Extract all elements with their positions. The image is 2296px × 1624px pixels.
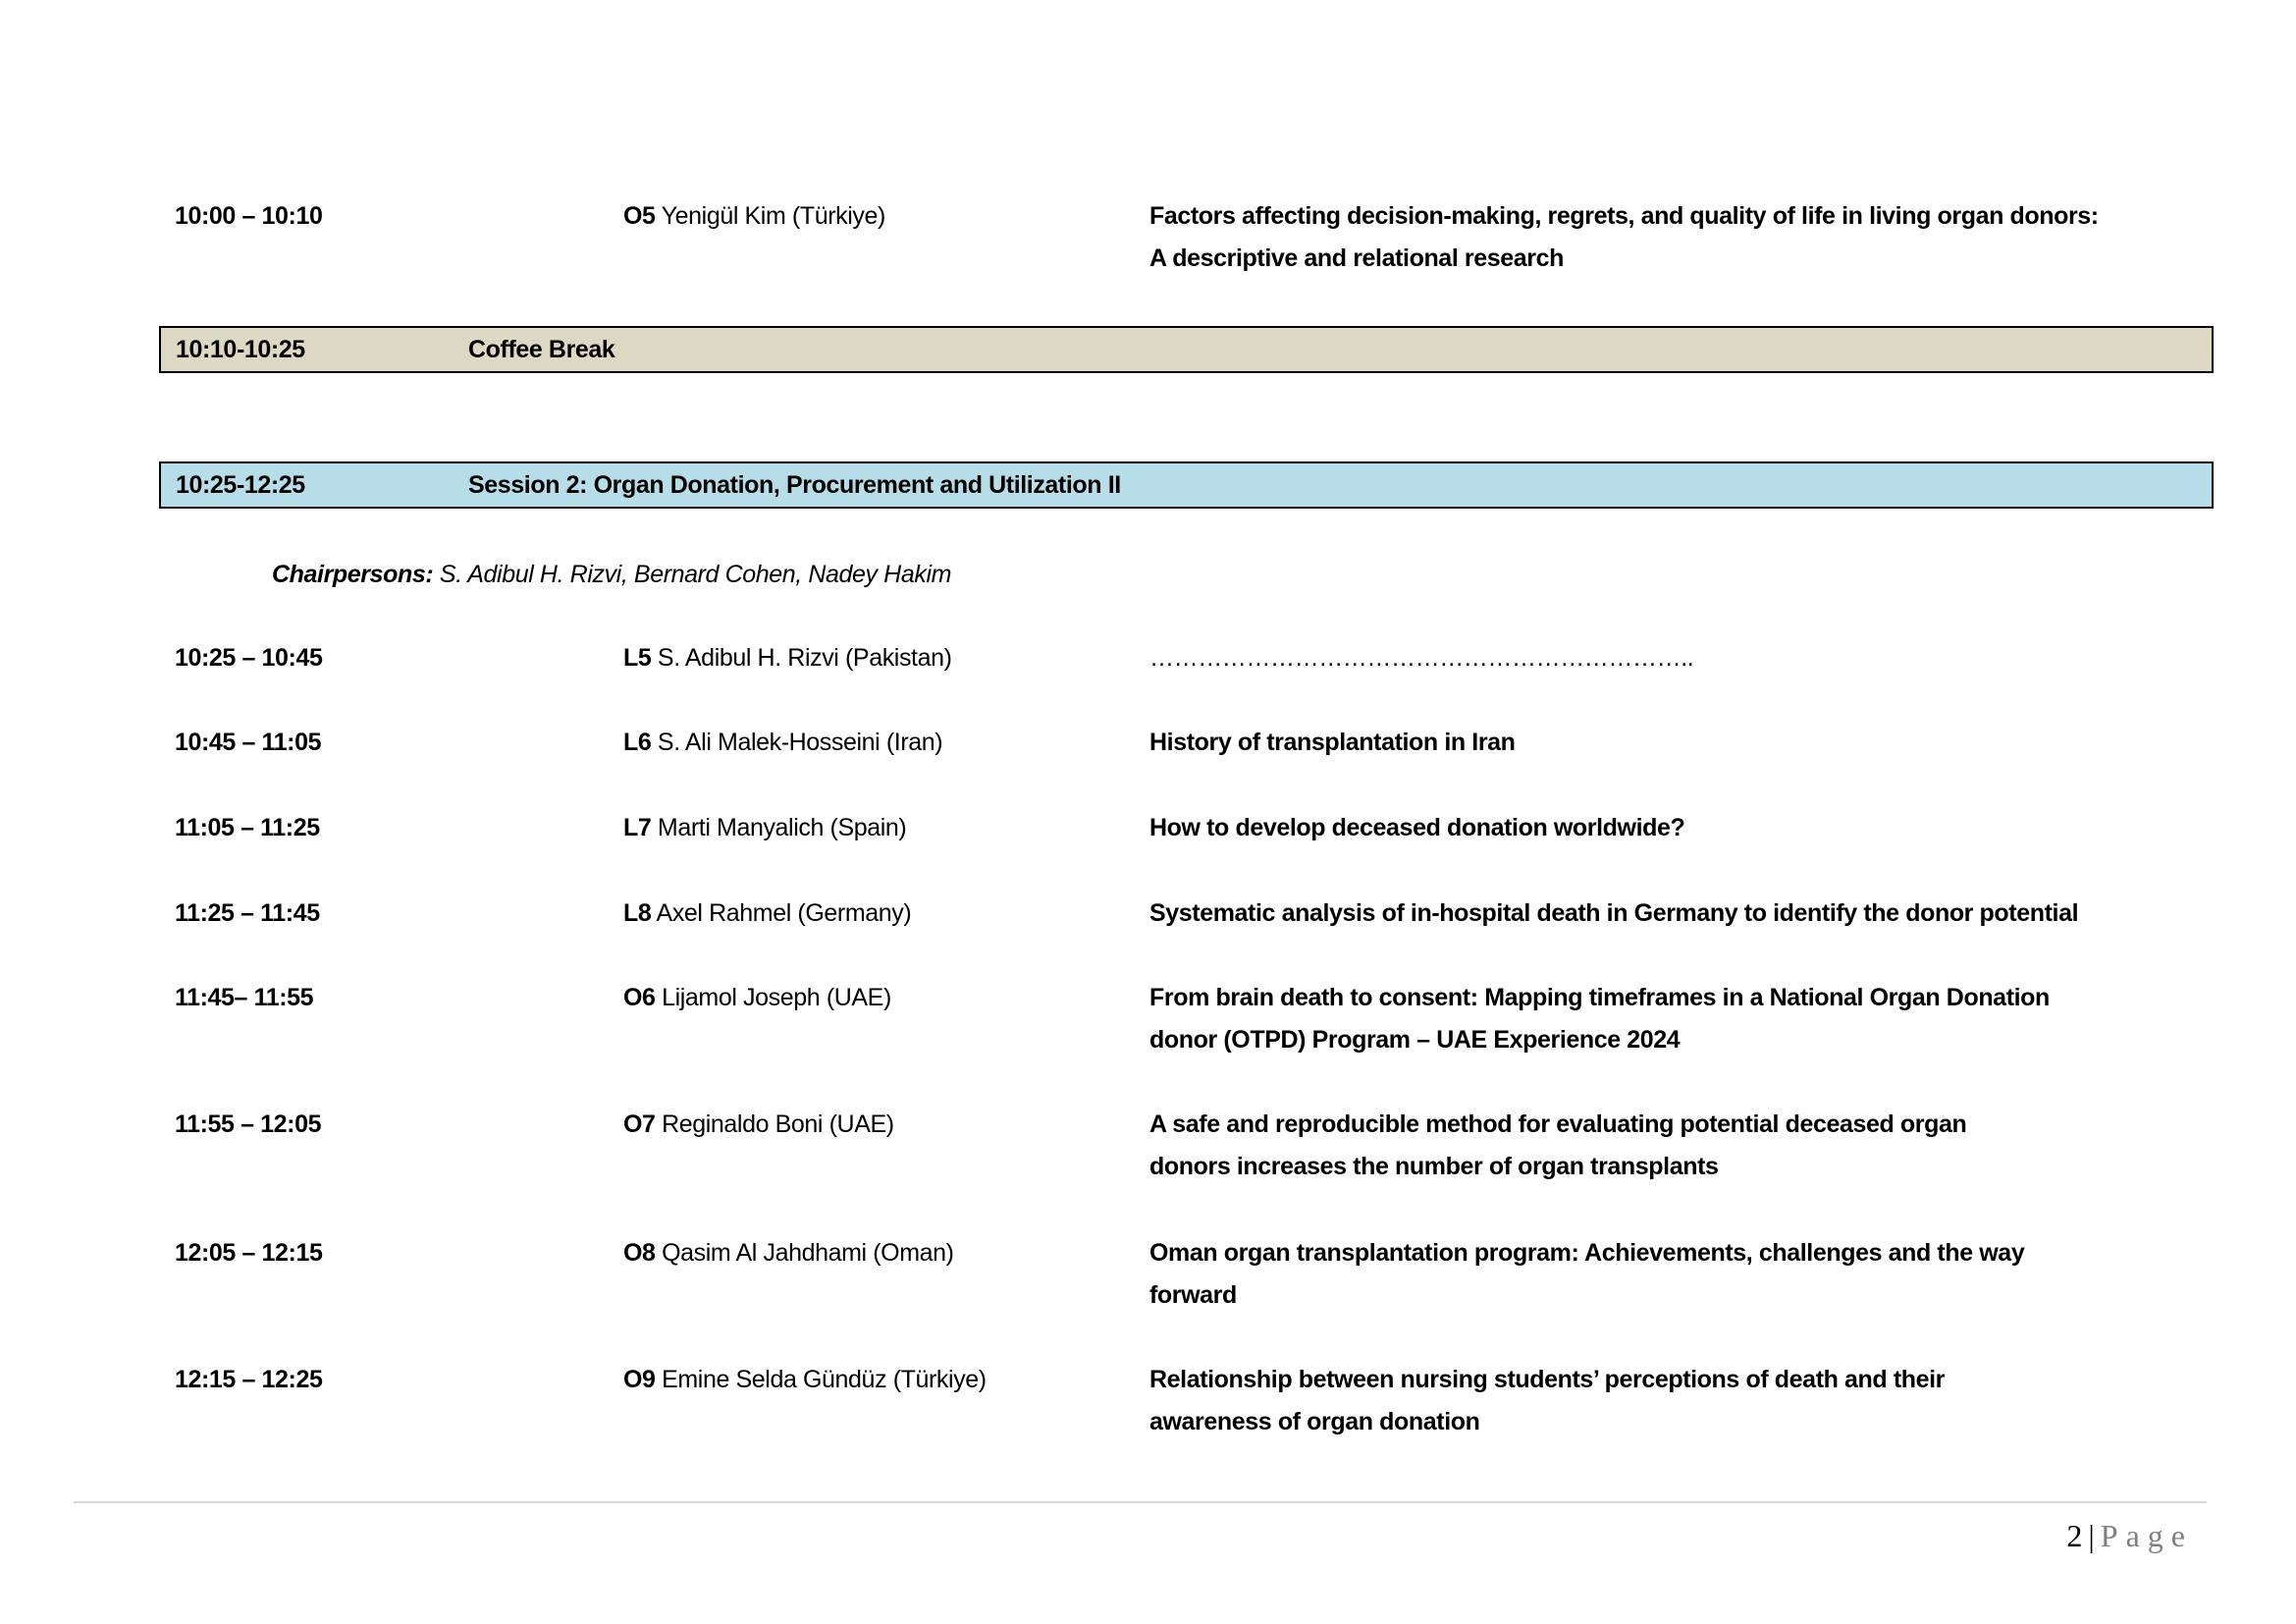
presentation-title-line: donor (OTPD) Program – UAE Experience 2024 <box>1149 1026 1681 1054</box>
row-speaker <box>623 1359 987 1401</box>
row-speaker <box>623 637 952 679</box>
presentation-title-line: How to develop deceased donation worldwide? <box>1149 814 1685 841</box>
row-time: 12:15 – 12:25 <box>175 1366 323 1393</box>
row-time: 10:25 – 10:45 <box>175 644 323 672</box>
presentation-title-line: Systematic analysis of in-hospital death in Germany to identify the donor potential <box>1149 899 2079 927</box>
presentation-code: L5 <box>623 644 652 672</box>
row-time: 11:55 – 12:05 <box>175 1110 322 1138</box>
presentation-code: O5 <box>623 202 656 230</box>
presentation-title-line: A descriptive and relational research <box>1149 244 1564 272</box>
presentation-code: O7 <box>623 1110 656 1138</box>
page-label: Page <box>2100 1518 2193 1553</box>
presentation-code: L7 <box>623 814 652 841</box>
session-title: Session 2: Organ Donation, Procurement and Utilization II <box>468 471 1121 499</box>
presentation-title-line: Factors affecting decision-making, regrets, and quality of life in living organ donors: <box>1149 202 2099 230</box>
speaker-name: Emine Selda Gündüz (Türkiye) <box>662 1366 987 1393</box>
presentation-code: O8 <box>623 1239 656 1267</box>
row-time: 10:00 – 10:10 <box>175 202 323 230</box>
row-speaker <box>623 807 906 849</box>
presentation-code: L6 <box>623 729 652 756</box>
footer-divider <box>74 1501 2207 1503</box>
session-time: 10:25-12:25 <box>176 471 305 499</box>
presentation-title-line: Relationship between nursing students’ perceptions of death and their <box>1149 1366 1945 1393</box>
row-time: 10:45 – 11:05 <box>175 729 322 756</box>
row-speaker <box>623 893 911 935</box>
session-header-band <box>159 461 2214 509</box>
speaker-name: S. Ali Malek-Hosseini (Iran) <box>657 729 943 756</box>
speaker-name: Lijamol Joseph (UAE) <box>662 984 891 1011</box>
coffee-break-band <box>159 326 2214 373</box>
row-time: 11:45– 11:55 <box>175 984 314 1011</box>
coffee-break-label: Coffee Break <box>468 336 615 363</box>
presentation-code: L8 <box>623 899 652 927</box>
presentation-title-line: A safe and reproducible method for evaluating potential deceased organ <box>1149 1110 1967 1138</box>
row-time: 11:05 – 11:25 <box>175 814 320 841</box>
presentation-title-line: forward <box>1149 1281 1237 1309</box>
coffee-break-time: 10:10-10:25 <box>176 336 305 363</box>
page-number-value: 2 <box>2066 1518 2083 1553</box>
presentation-code: O9 <box>623 1366 656 1393</box>
presentation-title-line: From brain death to consent: Mapping timeframes in a National Organ Donation <box>1149 984 2050 1011</box>
row-time: 12:05 – 12:15 <box>175 1239 323 1267</box>
presentation-code: O6 <box>623 984 656 1011</box>
speaker-name: Yenigül Kim (Türkiye) <box>661 202 885 230</box>
presentation-title-line: awareness of organ donation <box>1149 1408 1480 1435</box>
page-separator: | <box>2088 1518 2095 1553</box>
row-speaker <box>623 1104 894 1146</box>
row-speaker <box>623 1232 954 1274</box>
speaker-name: Qasim Al Jahdhami (Oman) <box>662 1239 954 1267</box>
speaker-name: S. Adibul H. Rizvi (Pakistan) <box>657 644 952 672</box>
speaker-name: Marti Manyalich (Spain) <box>657 814 907 841</box>
speaker-name: Reginaldo Boni (UAE) <box>662 1110 894 1138</box>
presentation-title-line: ………………………………………………………….. <box>1149 644 1694 672</box>
chairpersons-label: Chairpersons: <box>272 561 434 588</box>
presentation-title-line: donors increases the number of organ transplants <box>1149 1153 1719 1180</box>
speaker-name: Axel Rahmel (Germany) <box>656 899 912 927</box>
presentation-title-line: History of transplantation in Iran <box>1149 729 1516 756</box>
presentation-title-line: Oman organ transplantation program: Achievements, challenges and the way <box>1149 1239 2025 1267</box>
row-time: 11:25 – 11:45 <box>175 899 320 927</box>
row-speaker <box>623 195 885 238</box>
chairpersons-names: S. Adibul H. Rizvi, Bernard Cohen, Nadey Hakim <box>439 561 952 588</box>
row-speaker <box>623 722 942 764</box>
row-speaker <box>623 977 891 1019</box>
chairpersons <box>272 554 951 596</box>
page-number <box>2066 1518 2193 1554</box>
